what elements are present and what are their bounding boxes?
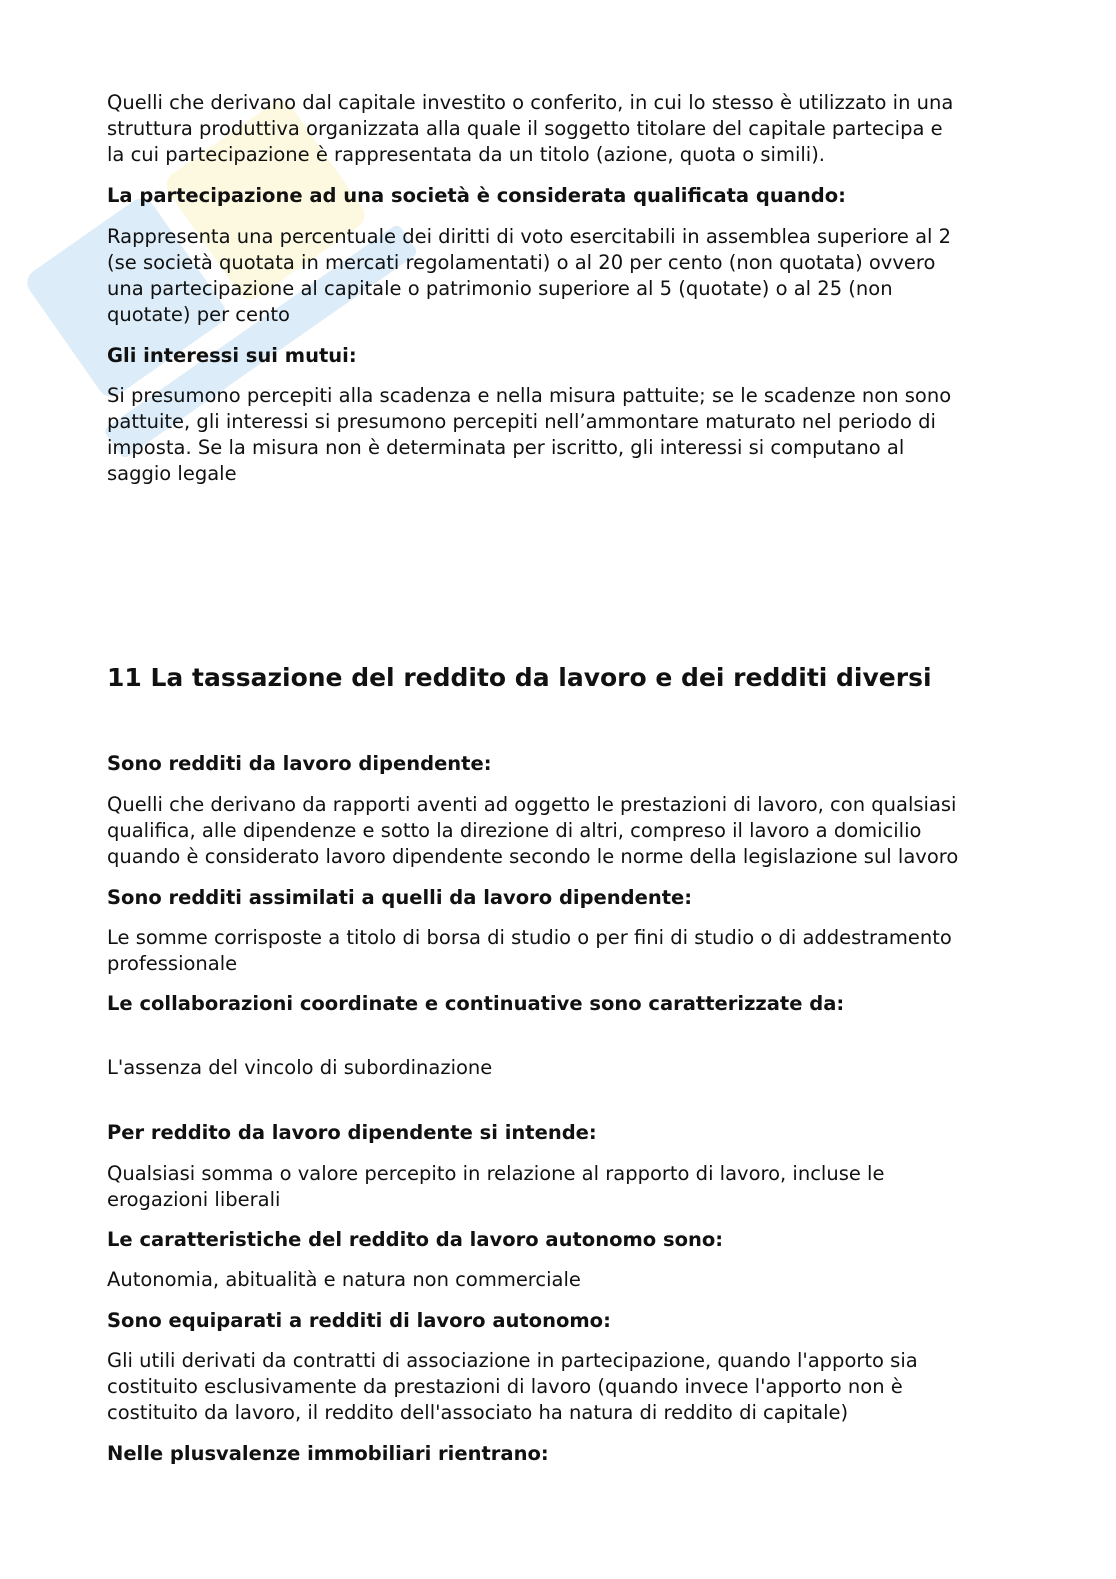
paragraph-line: la cui partecipazione è rappresentata da un titolo (azione, quota o simili). <box>107 143 826 166</box>
section-heading: 11 La tassazione del reddito da lavoro e dei redditi diversi <box>107 663 932 692</box>
paragraph-line: erogazioni liberali <box>107 1188 281 1211</box>
question-heading: Le collaborazioni coordinate e continuative sono caratterizzate da: <box>107 992 845 1015</box>
question-heading: Le caratteristiche del reddito da lavoro autonomo sono: <box>107 1228 724 1251</box>
paragraph-line: professionale <box>107 952 238 975</box>
paragraph-line: Gli utili derivati da contratti di associazione in partecipazione, quando l'apporto sia <box>107 1349 918 1372</box>
paragraph-line: pattuite, gli interessi si presumono percepiti nell’ammontare maturato nel periodo di <box>107 410 936 433</box>
paragraph-line: struttura produttiva organizzata alla quale il soggetto titolare del capitale partecipa e <box>107 117 943 140</box>
paragraph-line: saggio legale <box>107 462 237 485</box>
paragraph-line: Quelli che derivano da rapporti aventi ad oggetto le prestazioni di lavoro, con qualsiasi <box>107 793 957 816</box>
paragraph-line: Autonomia, abitualità e natura non commerciale <box>107 1268 581 1291</box>
question-heading: Nelle plusvalenze immobiliari rientrano: <box>107 1442 549 1465</box>
paragraph-line: Qualsiasi somma o valore percepito in relazione al rapporto di lavoro, incluse le <box>107 1162 885 1185</box>
paragraph-line: Le somme corrisposte a titolo di borsa di studio o per fini di studio o di addestramento <box>107 926 952 949</box>
paragraph-line: (se società quotata in mercati regolamentati) o al 20 per cento (non quotata) ovvero <box>107 251 936 274</box>
question-heading: Sono redditi assimilati a quelli da lavoro dipendente: <box>107 886 693 909</box>
question-heading: Per reddito da lavoro dipendente si intende: <box>107 1121 597 1144</box>
paragraph-line: L'assenza del vincolo di subordinazione <box>107 1056 493 1079</box>
paragraph-line: qualifica, alle dipendenze e sotto la direzione di altri, compreso il lavoro a domicilio <box>107 819 922 842</box>
question-heading: Gli interessi sui mutui: <box>107 344 357 367</box>
paragraph-line: Si presumono percepiti alla scadenza e nella misura pattuite; se le scadenze non sono <box>107 384 952 407</box>
paragraph-line: quotate) per cento <box>107 303 290 326</box>
paragraph-line: Rappresenta una percentuale dei diritti di voto esercitabili in assemblea superiore al 2 <box>107 225 952 248</box>
paragraph-line: Quelli che derivano dal capitale investito o conferito, in cui lo stesso è utilizzato in una <box>107 91 954 114</box>
paragraph-line: costituito esclusivamente da prestazioni di lavoro (quando invece l'apporto non è <box>107 1375 903 1398</box>
question-heading: La partecipazione ad una società è considerata qualificata quando: <box>107 184 846 207</box>
question-heading: Sono redditi da lavoro dipendente: <box>107 752 492 775</box>
paragraph-line: imposta. Se la misura non è determinata per iscritto, gli interessi si computano al <box>107 436 905 459</box>
paragraph-line: costituito da lavoro, il reddito dell'associato ha natura di reddito di capitale) <box>107 1401 849 1424</box>
paragraph-line: quando è considerato lavoro dipendente secondo le norme della legislazione sul lavoro <box>107 845 959 868</box>
question-heading: Sono equiparati a redditi di lavoro autonomo: <box>107 1309 611 1332</box>
paragraph-line: una partecipazione al capitale o patrimonio superiore al 5 (quotate) o al 25 (non <box>107 277 893 300</box>
